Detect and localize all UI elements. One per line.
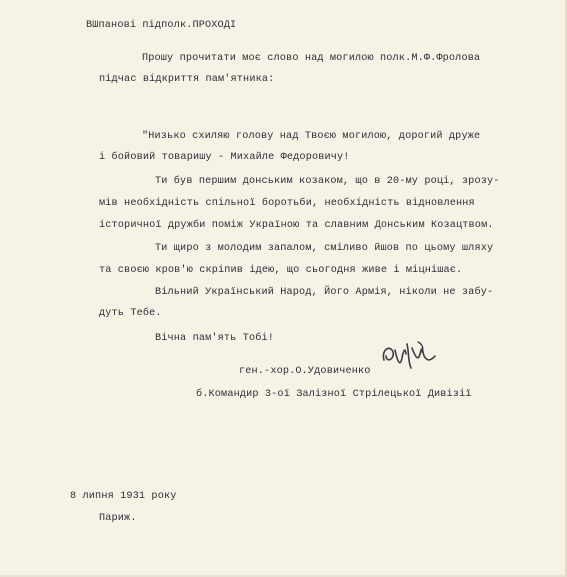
intro-line-1: Прошу прочитати моє слово над могилою полк.М.Ф.Фролова	[142, 53, 481, 64]
speech-line-7: та своєю кров'ю скріпив ідею, що сьогодня живе і міцнішає.	[99, 265, 463, 276]
signatory-position: б.Командир 3-ої Залізної Стрілецької Дивізії	[196, 389, 472, 400]
speech-line-5: історичної дружби поміж Україною та славним Донським Козацтвом.	[99, 220, 494, 231]
speech-line-4: мів необхідність спільної боротьби, необхідність відновлення	[99, 198, 475, 209]
speech-line-10: Вічна пам'ять Тобі!	[155, 333, 275, 344]
speech-line-9: дуть Тебе.	[99, 308, 162, 319]
letter-place: Париж.	[99, 513, 137, 524]
signatory-name: ген.-хор.О.Удовиченко	[239, 366, 371, 377]
speech-line-3: Ти був першим донським козаком, що в 20-му році, зрозу-	[155, 176, 500, 187]
handwritten-signature	[378, 338, 440, 372]
salutation: ВШпанові підполк.ПРОХОДІ	[86, 20, 237, 31]
speech-line-2: і бойовий товаришу - Михайле Федоровичу!	[99, 152, 350, 163]
letter-date: 8 липня 1931 року	[70, 491, 177, 502]
speech-line-6: Ти щиро з молодим запалом, сміливо йшов по цьому шляху	[155, 243, 494, 254]
speech-line-8: Вільний Український Народ, Його Армія, ніколи не забу-	[155, 287, 494, 298]
speech-line-1: "Низько схиляю голову над Твоєю могилою, дорогий друже	[142, 131, 481, 142]
intro-line-2: підчас відкриття пам'ятника:	[99, 74, 275, 85]
